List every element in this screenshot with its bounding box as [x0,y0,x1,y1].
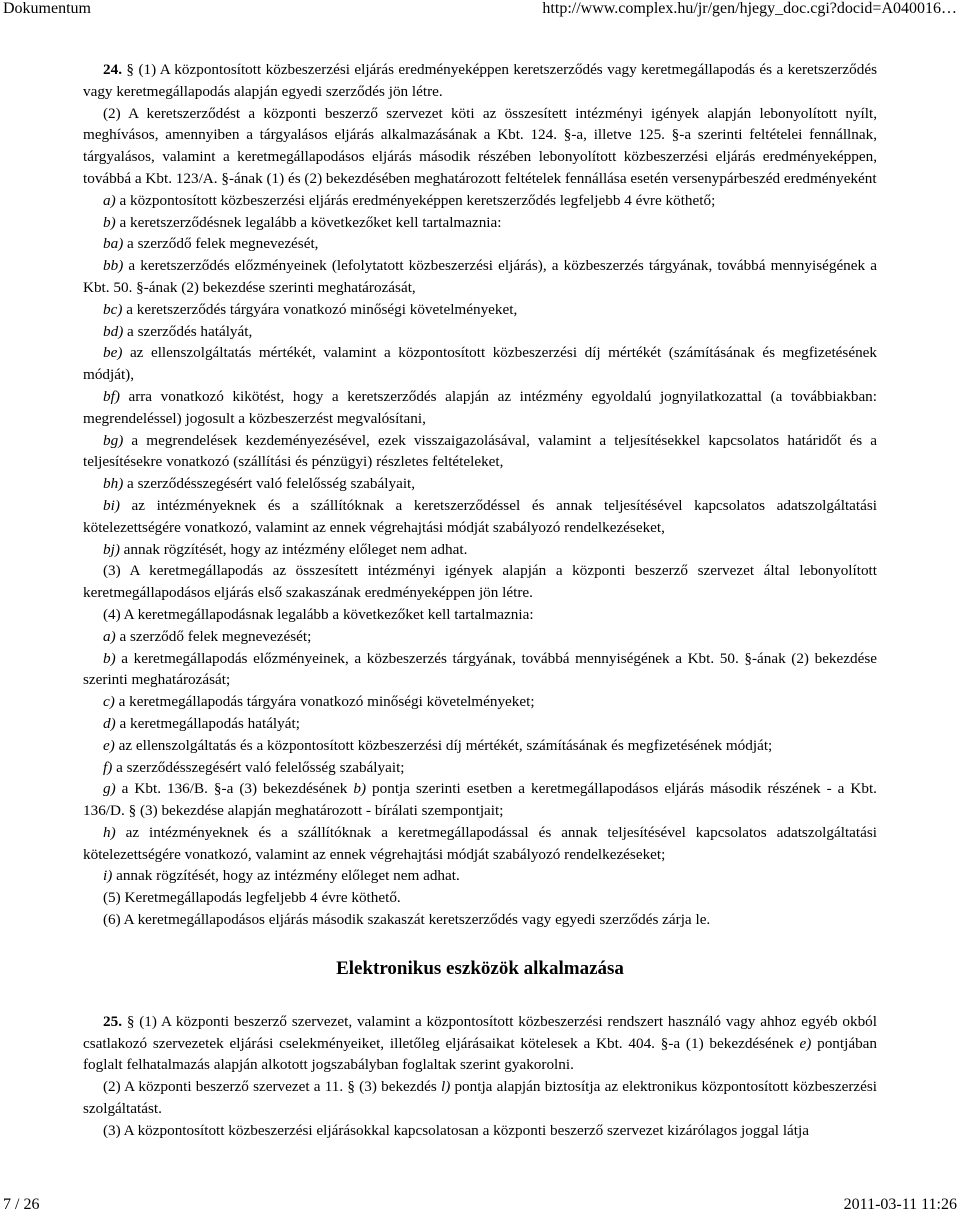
s24-k-i: i) annak rögzítését, hogy az intézmény előleget nem adhat. [103,867,460,885]
s24-p2: (2) A keretszerződést a központi beszerző szervezet köti az összesített intézményi igények alapján lebonyolított nyílt, meghívásos, amennyiben a tárgyalásos eljárás alkalmazásának a Kbt. 124. §-a, illetve 125. §-a szerinti feltételei fennállnak, tárgyalásos, valamint a keretmegállapodásos eljárás második részében lebonyolított közbeszerzési eljárás eredményeképpen, továbbá a Kbt. 123/A. §-ának (1) és (2) bekezdésében meghatározott feltételek fennállása esetén versenypárbeszéd eredményeként [83,104,877,187]
s24-bc: bc) a keretszerződés tárgyára vonatkozó minőségi követelményeket, [103,300,518,318]
s24-k-g: g) a Kbt. 136/B. §-a (3) bekezdésének b) pontja szerinti esetben a keretmegállapodásos eljárás második részének - a Kbt. 136/D. § (3) bekezdése alapján meghatározott - bírálati szempontjait; [83,780,877,820]
page-header [0,0,960,20]
s24-be: be) az ellenszolgáltatás mértékét, valamint a központosított közbeszerzési díj mértékét (számításának és megfizetésének módját), [83,344,877,384]
s24-b: b) a keretszerződésnek legalább a következőket kell tartalmaznia: [103,213,502,231]
s24-bg: bg) a megrendelések kezdeményezésével, ezek visszaigazolásával, valamint a teljesítésekkel kapcsolatos határidőt és a teljesítésekre vonatkozó (szállítási és pénzügyi) részletes feltételeket, [83,431,877,471]
document-title: Dokumentum [3,0,91,17]
s25-p2: (2) A központi beszerző szervezet a 11. § (3) bekezdés l) pontja alapján biztosítja az elektronikus központosított közbeszerzési szolgáltatást. [83,1078,877,1118]
document-body [83,59,877,1142]
section-number: 24. [103,61,122,78]
s24-bb: bb) a keretszerződés előzményeinek (lefolytatott közbeszerzési eljárás), a közbeszerzés tárgyának, továbbá mennyiségének a Kbt. 50. §-ának (2) bekezdése szerinti meghatározását, [83,257,877,296]
s24-k-e: e) az ellenszolgáltatás és a központosított közbeszerzési díj mértékét, számításának és megfizetésének módját; [103,736,773,754]
s24-bi: bi) az intézményeknek és a szállítóknak a keretszerződéssel és annak teljesítésével kapcsolatos adatszolgáltatási kötelezettségére vonatkozó, valamint az ennek végrehajtási módját szabályozó rendelkezéseket, [83,496,877,536]
s24-k-c: c) a keretmegállapodás tárgyára vonatkozó minőségi követelményeket; [103,693,535,711]
s24-p3: (3) A keretmegállapodás az összesített intézményi igények alapján a központi beszerző szervezet által lebonyolított keretmegállapodásos eljárás első szakaszának eredményeképpen jön létre. [83,562,877,602]
s24-k-f: f) a szerződésszegésért való felelősség szabályait; [103,758,405,776]
s25-p1: 25. § (1) A központi beszerző szervezet, valamint a központosított közbeszerzési rendszert használó vagy ahhoz egyéb okból csatlakozó szervezetek eljárási cselekményeiket, illetőleg eljárásaikat kötelesek a Kbt. 404. §-a (1) bekezdésének e) pontjában foglalt felhatalmazás alapján alkotott jogszabályban foglaltak szerint gyakorolni. [83,1012,877,1074]
s24-bh: bh) a szerződésszegésért való felelősség szabályait, [103,475,416,493]
s24-k-a: a) a szerződő felek megnevezését; [103,627,312,645]
s24-bf: bf) arra vonatkozó kikötést, hogy a keretszerződés alapján az intézmény egyoldalú jognyilatkozattal (a továbbiakban: megrendeléssel) jogosult a közbeszerzést megvalósítani, [83,387,877,427]
page-number: 7 / 26 [3,1196,40,1213]
page-footer [0,1196,960,1216]
s24-ba: ba) a szerződő felek megnevezését, [103,235,319,253]
s24-bd: bd) a szerződés hatályát, [103,322,253,340]
s24-k-b: b) a keretmegállapodás előzményeinek, a közbeszerzés tárgyának, továbbá mennyiségének a Kbt. 50. §-ának (2) bekezdése szerinti meghatározását; [83,649,877,689]
s24-p1: 24. § (1) A központosított közbeszerzési eljárás eredményeképpen keretszerződés vagy keretmegállapodás és a keretszerződés vagy keretmegállapodás alapján egyedi szerződés jön létre. [83,61,878,100]
s24-k-h: h) az intézményeknek és a szállítóknak a keretmegállapodással és annak teljesítésével kapcsolatos adatszolgáltatási kötelezettségére vonatkozó, valamint az ennek végrehajtási módját szabályozó rendelkezéseket; [83,823,877,863]
s24-p4: (4) A keretmegállapodásnak legalább a következőket kell tartalmaznia: [103,605,534,623]
print-timestamp: 2011-03-11 11:26 [843,1196,957,1213]
s24-a: a) a központosított közbeszerzési eljárás eredményeképpen keretszerződés legfeljebb 4 évre köthető; [103,191,716,209]
document-url[interactable]: http://www.complex.hu/jr/gen/hjegy_doc.cgi?docid=A040016… [542,0,957,17]
s24-k-d: d) a keretmegállapodás hatályát; [103,714,300,732]
section-number: 25. [103,1012,122,1030]
s24-p5: (5) Keretmegállapodás legfeljebb 4 évre köthető. [103,889,401,907]
s24-bj: bj) annak rögzítését, hogy az intézmény előleget nem adhat. [103,540,468,558]
s25-p3: (3) A központosított közbeszerzési eljárásokkal kapcsolatosan a központi beszerző szervezet kizárólagos joggal látja [103,1121,809,1139]
s24-p6: (6) A keretmegállapodásos eljárás második szakaszát keretszerződés vagy egyedi szerződés zárja le. [103,911,711,929]
section-heading: Elektronikus eszközök alkalmazása [336,957,624,979]
